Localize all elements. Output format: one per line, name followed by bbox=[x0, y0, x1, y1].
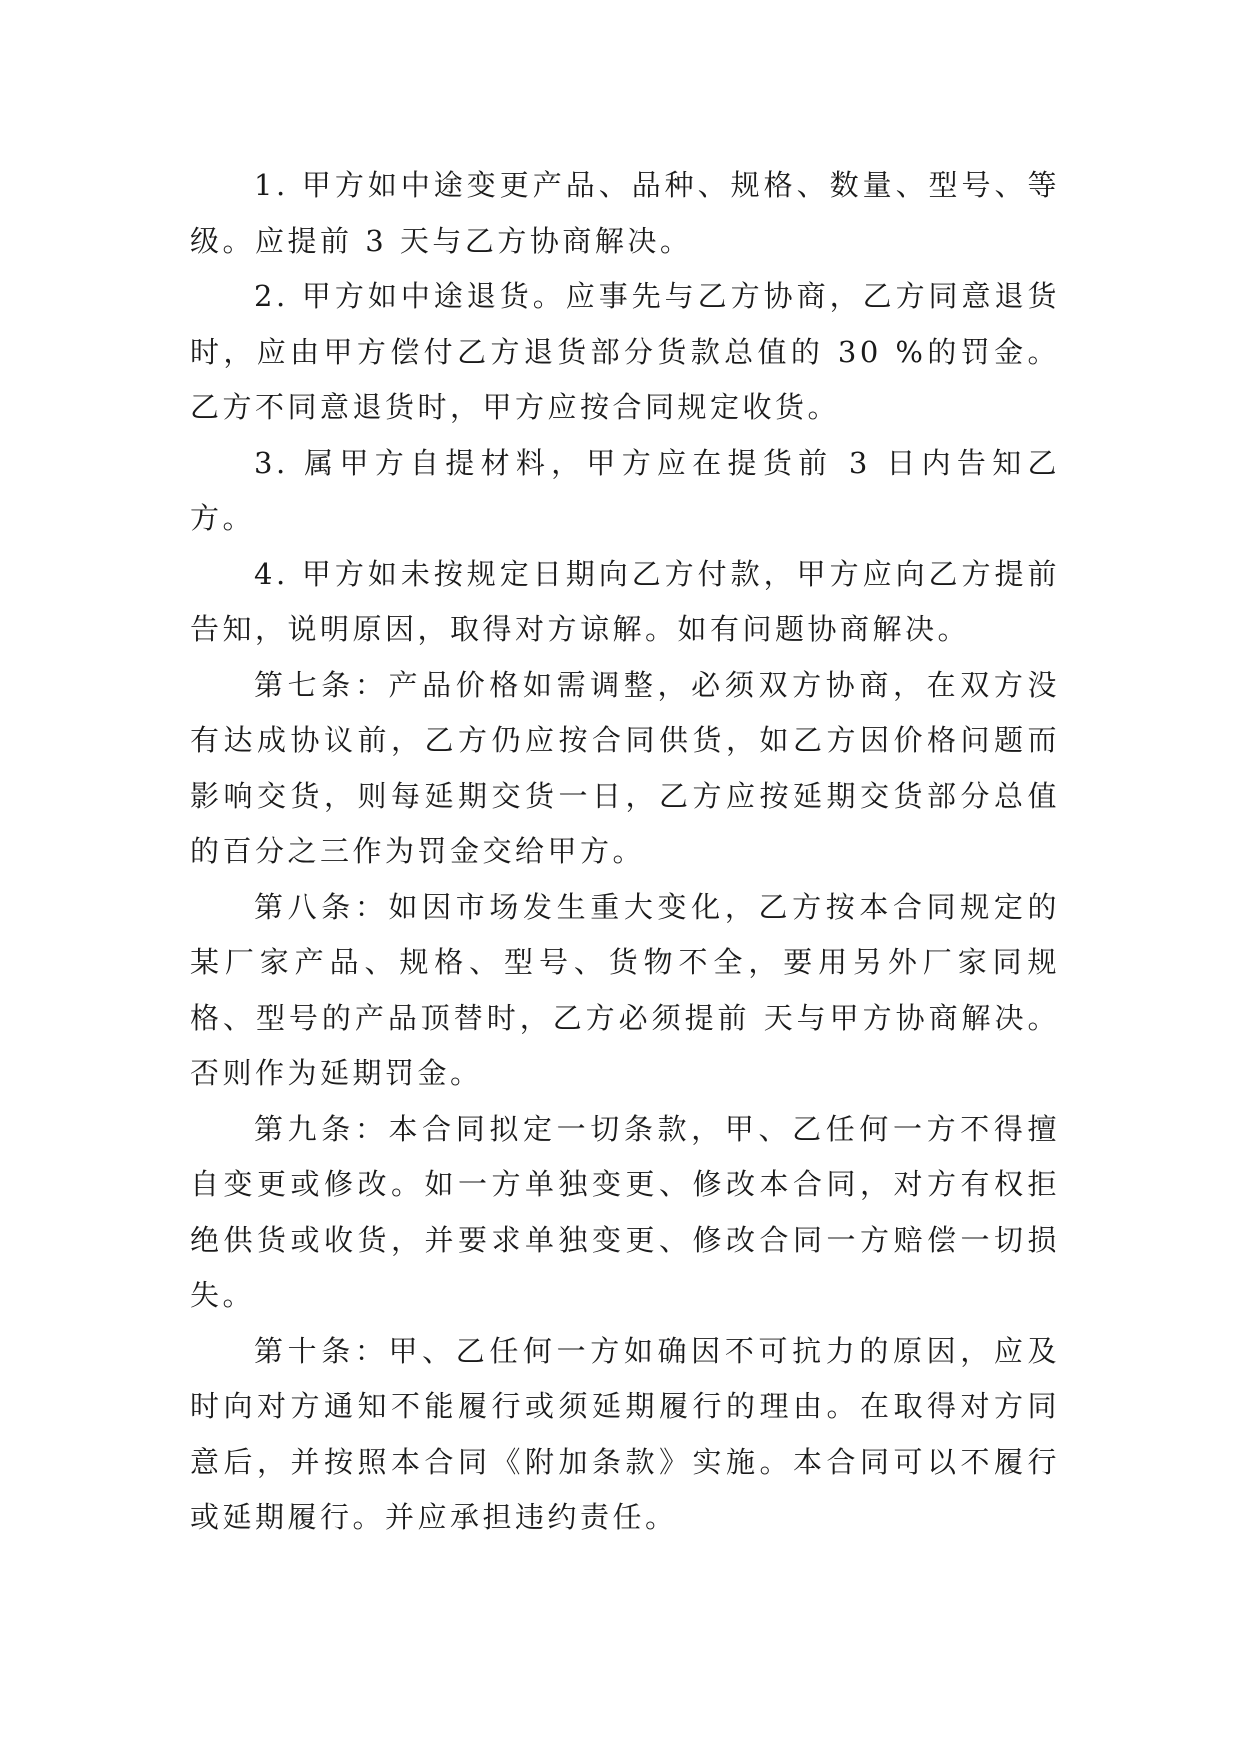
clause-paragraph-4: 4. 甲方如未按规定日期向乙方付款，甲方应向乙方提前告知，说明原因，取得对方谅解。如有问题协商解决。 bbox=[190, 556, 1060, 646]
clause-paragraph-1: 1. 甲方如中途变更产品、品种、规格、数量、型号、等级。应提前 3 天与乙方协商解决。 bbox=[190, 168, 1060, 258]
article-7-paragraph: 第七条：产品价格如需调整，必须双方协商，在双方没有达成协议前，乙方仍应按合同供货，如乙方因价格问题而影响交货，则每延期交货一日，乙方应按延期交货部分总值的百分之三作为罚金交给甲方。 bbox=[190, 667, 1060, 868]
clause-paragraph-3: 3. 属甲方自提材料，甲方应在提货前 3 日内告知乙方。 bbox=[190, 445, 1060, 535]
clause-paragraph-2: 2. 甲方如中途退货。应事先与乙方协商，乙方同意退货时，应由甲方偿付乙方退货部分货款总值的 30 %的罚金。乙方不同意退货时，甲方应按合同规定收货。 bbox=[190, 279, 1060, 424]
article-8-paragraph: 第八条：如因市场发生重大变化，乙方按本合同规定的某厂家产品、规格、型号、货物不全，要用另外厂家同规格、型号的产品顶替时，乙方必须提前 天与甲方协商解决。否则作为延期罚金。 bbox=[190, 889, 1060, 1090]
article-10-paragraph: 第十条：甲、乙任何一方如确因不可抗力的原因，应及时向对方通知不能履行或须延期履行的理由。在取得对方同意后，并按照本合同《附加条款》实施。本合同可以不履行或延期履行。并应承担违约责任。 bbox=[190, 1333, 1060, 1534]
document-body bbox=[190, 158, 1060, 1546]
article-9-paragraph: 第九条：本合同拟定一切条款，甲、乙任何一方不得擅自变更或修改。如一方单独变更、修改本合同，对方有权拒绝供货或收货，并要求单独变更、修改合同一方赔偿一切损失。 bbox=[190, 1111, 1060, 1312]
